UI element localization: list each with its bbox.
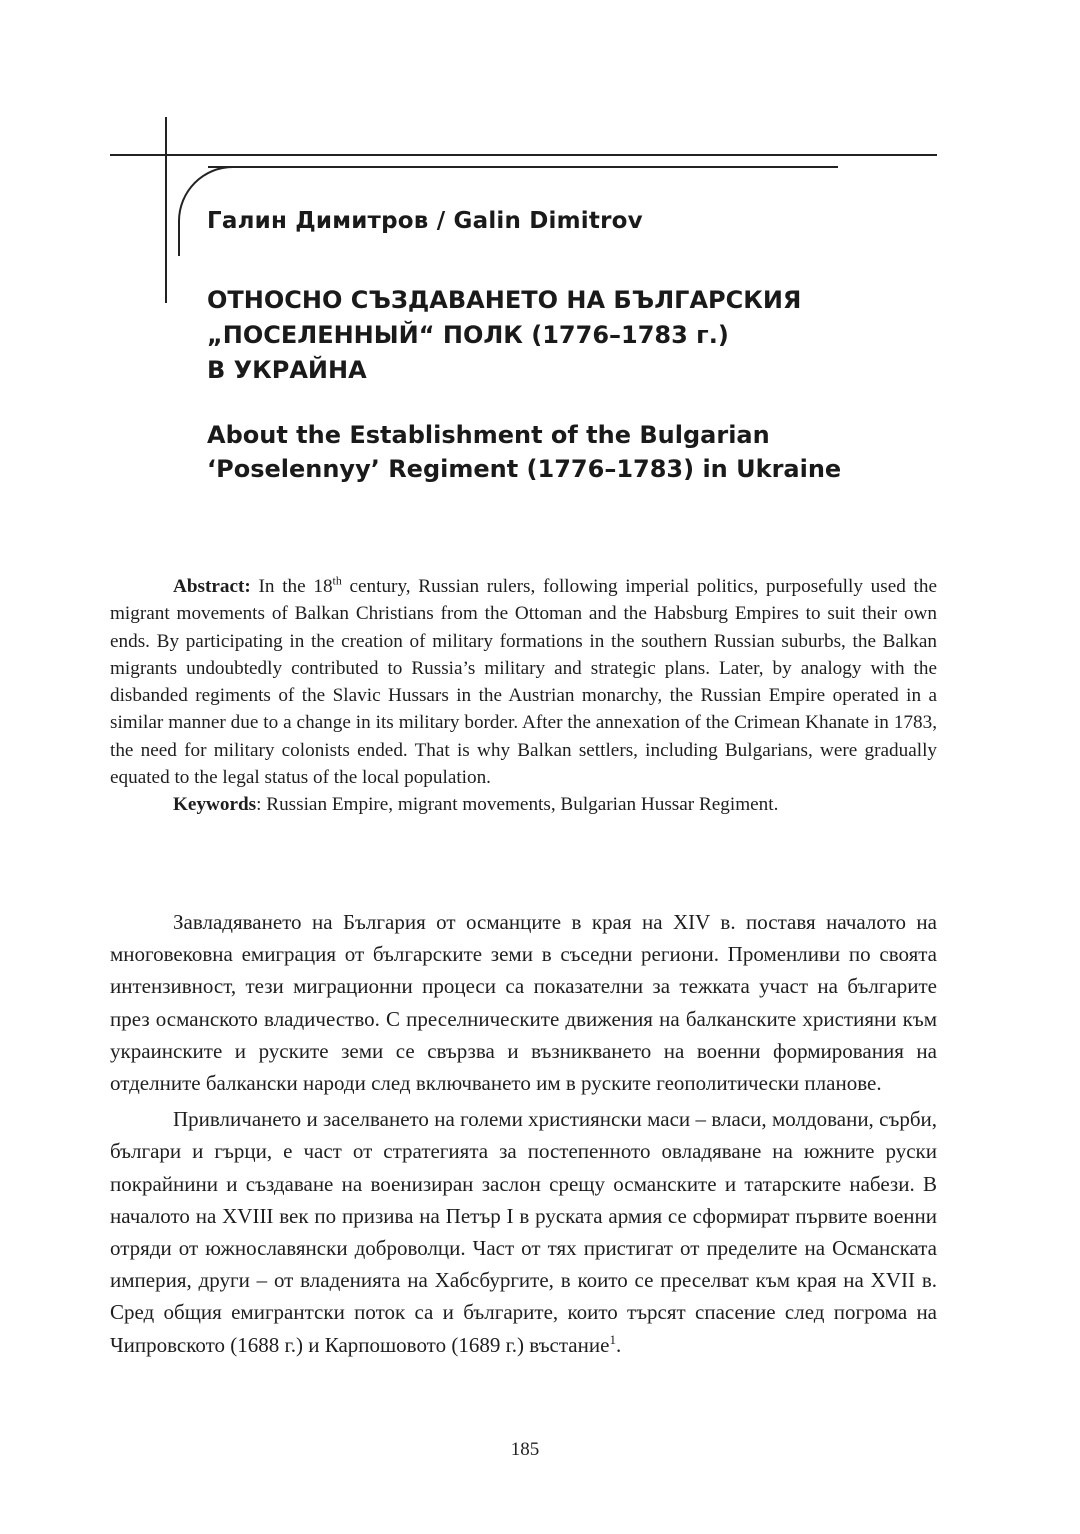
article-title-bulgarian: [207, 283, 801, 388]
body-paragraph-2-end: .: [615, 1332, 622, 1357]
body-paragraph-1: Завладяването на България от османците в края на XIV в. поставя началото на многовековна емиграция от българските земи в съседни региони. Променливи по своята интензивност, тези миграционни процеси са показателни за тежката участ на българите през османското владичество. С преселническите движения на балканските християни към украинските и руските земи се свързва и възникването на военни формирования на отделните балкански народи след включването им в руските геополитически планове.: [110, 910, 937, 1096]
keywords-label: Keywords: [173, 794, 257, 816]
keywords-text: : Russian Empire, migrant movements, Bulgarian Hussar Regiment.: [256, 794, 779, 816]
title-bg-line: ОТНОСНО СЪЗДАВАНЕТО НА БЪЛГАРСКИЯ: [207, 286, 802, 314]
abstract-paragraph: [110, 573, 937, 791]
keywords-paragraph: [110, 791, 937, 818]
abstract-text: century, Russian rulers, following imperial politics, purposefully used the migrant movements of Balkan Christians from the Ottoman and the Habsburg Empires to suit their own ends. By participating in the creation of military formations in the southern Russian suburbs, the Balkan migrants undoubtedly contributed to Russia’s military and strategic plans. Later, by analogy with the disbanded regiments of the Slavic Hussars in the Austrian monarchy, the Russian Empire operated in a similar manner due to a change in its military border. After the annexation of the Crimean Khanate in 1783, the need for military colonists ended. That is why Balkan settlers, including Bulgarians, were gradually equated to the legal status of the local population.: [110, 576, 937, 789]
article-body: [110, 906, 937, 1365]
title-bg-line: В УКРАЙНА: [207, 356, 367, 384]
footnote-reference[interactable]: 1: [609, 1331, 616, 1347]
body-paragraph-2: [110, 1103, 937, 1361]
abstract-block: [110, 573, 937, 819]
abstract-ordinal-suffix: th: [332, 573, 342, 588]
top-horizontal-rule: [110, 154, 937, 156]
article-title-english: [207, 418, 841, 486]
author-name: Галин Димитров / Galin Dimitrov: [207, 208, 643, 234]
left-vertical-rule: [165, 117, 167, 303]
title-bg-line: „ПОСЕЛЕННЫЙ“ ПОЛК (1776–1783 г.): [207, 321, 729, 349]
title-en-line: ‘Poselennyy’ Regiment (1776–1783) in Ukraine: [207, 455, 842, 483]
title-en-line: About the Establishment of the Bulgarian: [207, 421, 770, 449]
abstract-text-start: In the 18: [250, 576, 333, 597]
page-number: 185: [510, 1439, 540, 1460]
inner-horizontal-rule: [208, 166, 838, 168]
abstract-label: Abstract:: [173, 576, 251, 597]
body-paragraph-2-text: Привличането и заселването на големи християнски маси – власи, молдовани, сърби, българи и гърци, е част от стратегията за постепенното овладяване на южните руски покрайнини и създаване на военизиран заслон срещу османските и татарските набези. В началото на XVIII век по призива на Петър I в руската армия се сформират първите военни отряди от южнославянски доброволци. Част от тях пристигат от пределите на Османската империя, други – от владенията на Хабсбургите, в които се преселват към края на XVII в. Сред общия емигрантски поток са и българите, които търсят спасение след погрома на Чипровското (1688 г.) и Карпошовото (1689 г.) въстание: [110, 1107, 937, 1357]
